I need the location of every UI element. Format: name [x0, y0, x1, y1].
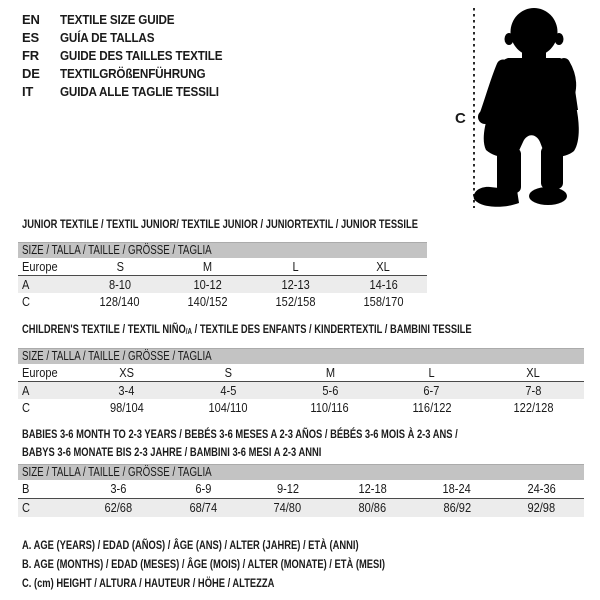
- table-cell: 12-18: [358, 481, 387, 496]
- baby-silhouette-icon: [445, 0, 600, 215]
- table-cell: 14-16: [368, 277, 398, 292]
- table-cell: 8-10: [108, 277, 131, 292]
- language-label: GUÍA DE TALLAS: [60, 30, 155, 45]
- table-cell: 80/86: [358, 500, 387, 515]
- language-code: IT: [22, 84, 34, 99]
- language-row: [22, 83, 240, 101]
- table-row-c: [18, 399, 584, 416]
- table-cell: S: [224, 365, 233, 380]
- language-row: [22, 65, 240, 83]
- junior-section-title: JUNIOR TEXTILE / TEXTIL JUNIOR/ TEXTILE JUNIOR / JUNIORTEXTIL / JUNIOR TESSILE: [22, 217, 418, 231]
- table-cell: 62/68: [104, 500, 133, 515]
- table-cell: XL: [526, 365, 540, 380]
- language-list: [22, 11, 240, 101]
- junior-size-table: [18, 242, 427, 310]
- language-code: FR: [22, 48, 39, 63]
- table-cell: Europe: [22, 365, 58, 380]
- table-cell: Europe: [22, 259, 58, 274]
- size-header-bar: SIZE / TALLA / TAILLE / GRÖSSE / TAGLIA: [18, 464, 584, 480]
- table-row-c: [18, 499, 584, 517]
- table-cell: 158/170: [363, 294, 404, 309]
- table-cell: C: [22, 400, 30, 415]
- table-cell: 68/74: [189, 500, 217, 515]
- table-cell: 7-8: [525, 383, 542, 398]
- language-label: TEXTILGRÖßENFÜHRUNG: [60, 66, 206, 81]
- language-label: TEXTILE SIZE GUIDE: [60, 12, 175, 27]
- table-cell: XS: [119, 365, 135, 380]
- table-cell: S: [116, 259, 124, 274]
- table-cell: C: [22, 500, 30, 515]
- table-cell: 24-36: [527, 481, 556, 496]
- language-row: [22, 29, 240, 47]
- table-cell: 6-9: [195, 481, 211, 496]
- table-cell: 86/92: [443, 500, 471, 515]
- babies-section-title: BABIES 3-6 MONTH TO 2-3 YEARS / BEBÉS 3-6 MESES A 2-3 AÑOS / BÉBÉS 3-6 MOIS À 2-3 ANS / BABYS 3-6 MONATE BIS 2-3 JAHRE / BAMBINI 3-6 MESI A 2-3 ANNI: [22, 427, 458, 459]
- table-cell: M: [203, 259, 213, 274]
- table-cell: M: [325, 365, 335, 380]
- baby-figure: [445, 0, 600, 215]
- table-cell: 5-6: [321, 383, 338, 398]
- table-cell: B: [22, 481, 30, 496]
- table-cell: 98/104: [109, 400, 144, 415]
- table-cell: 6-7: [423, 383, 440, 398]
- table-cell: XL: [376, 259, 390, 274]
- table-row-c: [18, 293, 427, 310]
- table-cell: 10-12: [193, 277, 222, 292]
- language-label: GUIDE DES TAILLES TEXTILE: [60, 48, 223, 63]
- table-cell: L: [428, 365, 435, 380]
- table-cell: 116/122: [412, 400, 452, 415]
- table-cell: 12-13: [281, 277, 310, 292]
- table-cell: 18-24: [442, 481, 472, 496]
- table-cell: A: [22, 277, 30, 292]
- language-row: [22, 11, 240, 29]
- table-cell: C: [22, 294, 30, 309]
- size-header-bar: SIZE / TALLA / TAILLE / GRÖSSE / TAGLIA: [18, 348, 584, 364]
- table-row-a: [18, 382, 584, 399]
- table-cell: 9-12: [276, 481, 299, 496]
- table-cell: 110/116: [310, 400, 350, 415]
- table-cell: 4-5: [220, 383, 237, 398]
- children-section-title: CHILDREN'S TEXTILE / TEXTIL NIÑO/A / TEXTILE DES ENFANTS / KINDERTEXTIL / BAMBINI TESSILE: [22, 322, 472, 336]
- language-code: EN: [22, 12, 40, 27]
- table-cell: A: [22, 383, 30, 398]
- table-cell: 3-6: [110, 481, 127, 496]
- table-cell: 128/140: [99, 294, 140, 309]
- table-cell: 140/152: [187, 294, 228, 309]
- language-code: ES: [22, 30, 39, 45]
- table-row-a: [18, 276, 427, 293]
- children-size-table: [18, 348, 584, 416]
- footnote-line-a: A. AGE (YEARS) / EDAD (AÑOS) / ÂGE (ANS) / ALTER (JAHRE) / ETÀ (ANNI): [22, 538, 359, 552]
- footnote-line-b: B. AGE (MONTHS) / EDAD (MESES) / ÂGE (MOIS) / ALTER (MONATE) / ETÀ (MESI): [22, 557, 385, 571]
- table-cell: 74/80: [273, 500, 302, 515]
- footnote-line-c: C. (cm) HEIGHT / ALTURA / HAUTEUR / HÖHE / ALTEZZA: [22, 576, 275, 590]
- table-cell: 104/110: [208, 400, 248, 415]
- size-header-bar: SIZE / TALLA / TAILLE / GRÖSSE / TAGLIA: [18, 242, 427, 258]
- height-label: C: [455, 110, 466, 127]
- table-row-europe: [18, 364, 584, 382]
- table-cell: 3-4: [118, 383, 135, 398]
- babies-size-table: [18, 464, 584, 517]
- table-cell: L: [292, 259, 299, 274]
- table-row-b: [18, 480, 584, 499]
- language-label: GUIDA ALLE TAGLIE TESSILI: [60, 84, 219, 99]
- table-row-europe: [18, 258, 427, 276]
- footnotes: [22, 536, 487, 593]
- language-code: DE: [22, 66, 40, 81]
- table-cell: 122/128: [513, 400, 554, 415]
- table-cell: 92/98: [527, 500, 556, 515]
- baby-silhouette: [474, 8, 579, 207]
- table-cell: 152/158: [275, 294, 316, 309]
- language-row: [22, 47, 240, 65]
